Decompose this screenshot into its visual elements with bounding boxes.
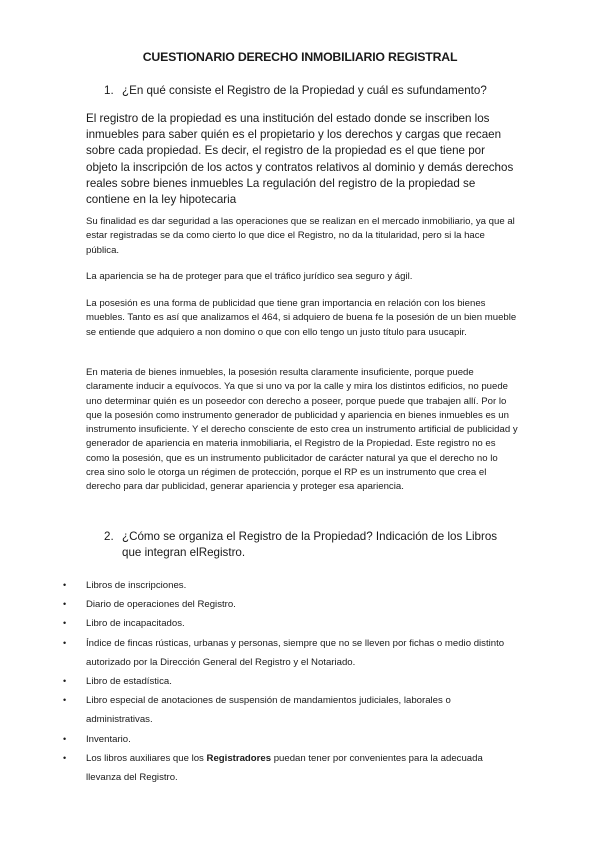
bullet-icon: •: [63, 599, 67, 610]
list-item: • Índice de fincas rústicas, urbanas y personas, siempre que no se lleven por fichas o medio distinto autorizado por la Dirección General del Registro y el Notariado.: [0, 634, 600, 672]
question-2: [104, 529, 502, 561]
question-2-text: ¿Cómo se organiza el Registro de la Propiedad? Indicación de los Libros que integran elRegistro.: [122, 530, 498, 559]
bullet-icon: •: [63, 580, 67, 590]
question-2-number: 2.: [104, 530, 114, 543]
list-item: • Libro de estadística.: [0, 672, 600, 691]
document-title: CUESTIONARIO DERECHO INMOBILIARIO REGISTRAL: [142, 50, 458, 64]
list-item: • Libro especial de anotaciones de suspensión de mandamientos judiciales, laborales o administrativas.: [0, 691, 600, 729]
bullet-icon: •: [63, 733, 67, 744]
bullet-icon: •: [63, 752, 67, 763]
paragraph-finalidad: Su finalidad es dar seguridad a las operaciones que se realizan en el mercado inmobiliario, ya que al estar registradas se da como cierto lo que dice el Registro, no da la titularidad, pero si la hace pública.: [86, 216, 515, 256]
question-1-text: ¿En qué consiste el Registro de la Propiedad y cuál es sufundamento?: [122, 84, 487, 97]
question-1-number: 1.: [104, 84, 114, 97]
bullet-icon: •: [63, 676, 67, 687]
list-item: • Libros de inscripciones.: [0, 576, 600, 595]
registradores-bold: Registradores: [206, 752, 272, 764]
question-1: [104, 83, 502, 99]
list-item: • Inventario.: [0, 730, 600, 749]
bullet-icon: •: [63, 637, 67, 648]
paragraph-inmuebles: En materia de bienes inmuebles, la posesión resulta claramente insuficiente, porque puede claramente inducir a equívocos. Ya que si uno va por la calle y mira los distintos edificios, no puede uno determinar quién es un poseedor con derecho a poseer, porque puede que trabajen allí. Por lo que la posesión como instrumento generador de publicidad y apariencia en bienes inmuebles es un instrumento insuficiente. Y el derecho consciente de esto crea un instrumento artificial de publicidad y generador de apariencia en materia inmobiliaria, el Registro de la Propiedad. Este registro no es como la posesión, que es un instrumento publicitador de carácter natural ya que el derecho no lo crea sino solo le otorga un régimen de protección, porque el RP es un instrumento que crea el derecho para dar publicidad, generar apariencia y proteger esa apariencia.: [86, 367, 518, 493]
list-item: • Diario de operaciones del Registro.: [0, 595, 600, 614]
list-item: • Libro de incapacitados.: [0, 614, 600, 633]
bullet-icon: •: [63, 618, 67, 629]
list-item: • Los libros auxiliares que los Registradores puedan tener por convenientes para la adecuada llevanza del Registro.: [0, 749, 600, 787]
paragraph-apariencia: La apariencia se ha de proteger para que el tráfico jurídico sea seguro y ágil.: [86, 271, 413, 282]
bullet-icon: •: [63, 695, 67, 706]
books-list: [0, 576, 600, 787]
paragraph-posesion: La posesión es una forma de publicidad que tiene gran importancia en relación con los bienes muebles. Tanto es así que analizamos el 464, si adquiero de buena fe la posesión de un bien mueble se entiende que adquiero a non domino o que con ello tengo un justo título para usucapir.: [86, 298, 517, 338]
answer-1-paragraph: El registro de la propiedad es una institución del estado donde se inscriben los inmuebles para saber quién es el propietario y los derechos y cargas que recaen sobre cada propiedad. Es decir, el registro de la propiedad es el que tiene por objeto la inscripción de los actos y contratos relativos al dominio y demás derechos reales sobre bienes inmuebles La regulación del registro de la propiedad se contiene en la ley hipotecaria: [86, 112, 514, 207]
